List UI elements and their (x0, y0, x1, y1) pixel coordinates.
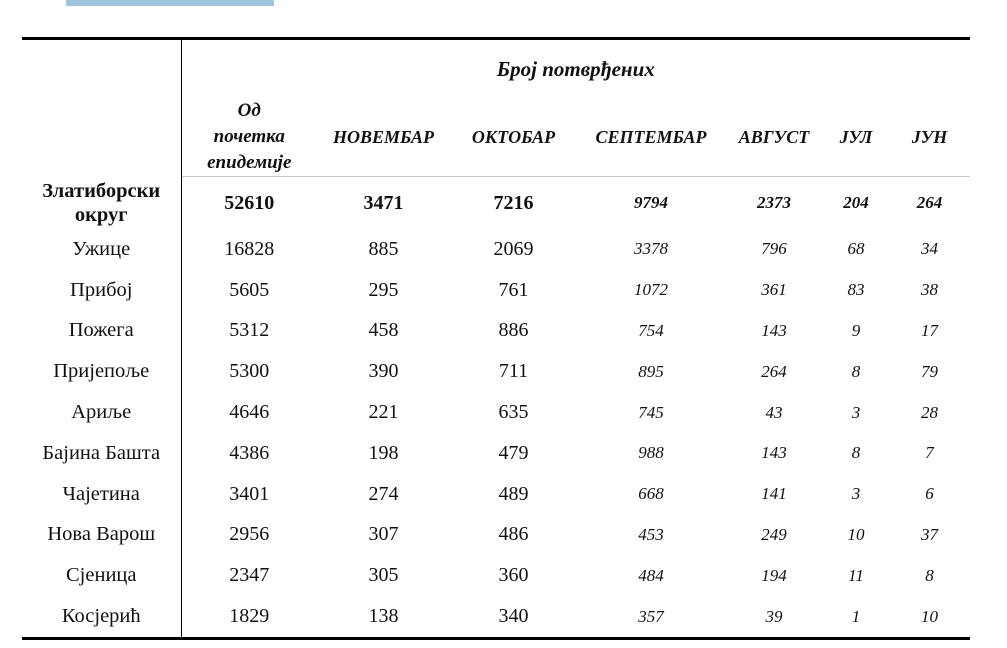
cell-august: 361 (761, 280, 787, 300)
row-name: Ариље (22, 392, 181, 433)
table-row (22, 311, 970, 352)
since-line-2: почетка (213, 126, 285, 147)
row-name: Сјеница (22, 555, 181, 596)
cell-since-start: 16828 (224, 237, 275, 260)
cell-november: 274 (368, 482, 399, 505)
row-name: Косјерић (22, 596, 181, 637)
cell-june: 7 (925, 443, 934, 463)
cell-since-start: 4386 (229, 441, 270, 464)
cell-october: 340 (498, 605, 529, 628)
table-row (22, 351, 970, 392)
group-header-title: Број потврђених (496, 56, 655, 81)
column-header-august: АВГУСТ (738, 126, 810, 147)
table-row (22, 474, 970, 515)
top-highlight-band (66, 0, 274, 6)
cell-november: 305 (368, 564, 399, 587)
cell-november: 458 (368, 319, 399, 342)
cell-october: 711 (498, 360, 529, 383)
cell-november: 390 (368, 360, 399, 383)
cell-august: 2373 (757, 193, 791, 212)
cell-june: 38 (921, 280, 939, 300)
cell-october: 360 (498, 564, 529, 587)
bottom-rule (22, 637, 970, 639)
row-name: Ужице (22, 229, 181, 270)
row-name: Прибој (22, 270, 181, 311)
cell-july: 8 (851, 361, 861, 381)
column-header-row (22, 98, 970, 177)
cell-july: 3 (851, 484, 861, 504)
cell-september: 357 (638, 606, 664, 626)
cell-august: 141 (761, 484, 787, 504)
cell-november: 295 (368, 278, 399, 301)
cell-august: 249 (761, 524, 787, 544)
cell-july: 9 (851, 320, 861, 340)
cell-july: 11 (848, 565, 864, 585)
cell-october: 635 (498, 401, 529, 424)
cell-november: 138 (368, 605, 399, 628)
cell-since-start: 5300 (229, 360, 270, 383)
cell-august: 39 (765, 606, 783, 626)
cell-october: 479 (498, 441, 529, 464)
cell-september: 745 (638, 402, 664, 422)
cell-june: 17 (921, 320, 939, 340)
column-header-july: ЈУЛ (839, 126, 873, 147)
cell-september: 3378 (634, 239, 668, 259)
cell-september: 1072 (634, 280, 668, 300)
cell-october: 486 (498, 523, 529, 546)
cell-august: 194 (761, 565, 787, 585)
cell-november: 221 (368, 401, 399, 424)
cell-july: 68 (847, 239, 865, 259)
table-row (22, 270, 970, 311)
cell-june: 8 (925, 565, 934, 585)
cell-october: 7216 (493, 191, 534, 214)
column-header-september: СЕПТЕМБАР (595, 126, 707, 147)
municipality-rows (22, 229, 970, 637)
cell-september: 453 (638, 524, 664, 544)
cell-october: 2069 (493, 237, 534, 260)
cell-since-start: 2956 (229, 523, 270, 546)
row-name: Пожега (22, 311, 181, 352)
row-name: Пријепоље (22, 351, 181, 392)
column-header-june: ЈУН (911, 126, 948, 147)
cell-october: 489 (498, 482, 529, 505)
cell-november: 885 (368, 237, 399, 260)
cell-july: 8 (851, 443, 861, 463)
confirmed-cases-table (22, 37, 970, 640)
cell-since-start: 5605 (229, 278, 270, 301)
row-name: Нова Варош (22, 515, 181, 556)
cell-november: 198 (368, 441, 399, 464)
table-row (22, 392, 970, 433)
cell-november: 3471 (363, 191, 404, 214)
column-header-november: НОВЕМБАР (333, 126, 434, 147)
cell-july: 83 (847, 280, 865, 300)
table-row (22, 515, 970, 556)
cell-june: 264 (916, 193, 943, 212)
row-name: Бајина Башта (22, 433, 181, 474)
cell-july: 10 (847, 524, 865, 544)
column-header-october: ОКТОБАР (471, 126, 556, 147)
cell-september: 895 (638, 361, 664, 381)
cell-june: 37 (921, 524, 939, 544)
cell-since-start: 2347 (229, 564, 270, 587)
table-row (22, 229, 970, 270)
district-total-row (22, 177, 970, 229)
cell-august: 264 (761, 361, 787, 381)
cell-july: 204 (843, 193, 869, 212)
corner-cell (22, 40, 181, 98)
cell-since-start: 52610 (224, 191, 275, 214)
cell-june: 28 (921, 402, 939, 422)
cell-august: 143 (761, 320, 787, 340)
table-row (22, 596, 970, 637)
cell-november: 307 (368, 523, 399, 546)
cell-july: 3 (851, 402, 861, 422)
total-name-line-2: округ (74, 204, 128, 226)
cell-september: 668 (638, 484, 664, 504)
cell-august: 796 (761, 239, 787, 259)
group-header-row (22, 40, 970, 98)
cell-since-start: 1829 (229, 605, 270, 628)
cell-june: 34 (921, 239, 939, 259)
cell-august: 143 (761, 443, 787, 463)
row-name: Чајетина (22, 474, 181, 515)
table-row (22, 433, 970, 474)
cell-september: 9794 (634, 193, 668, 212)
cell-since-start: 4646 (229, 401, 270, 424)
cell-october: 761 (498, 278, 529, 301)
cell-october: 886 (498, 319, 529, 342)
total-name-line-1: Златиборски (42, 180, 161, 202)
cell-september: 754 (638, 320, 664, 340)
since-line-3: епидемије (207, 152, 292, 173)
column-header-since-start (181, 98, 317, 177)
corner-cell (22, 98, 181, 177)
cell-july: 1 (851, 606, 861, 626)
cell-august: 43 (765, 402, 783, 422)
cell-september: 484 (638, 565, 664, 585)
cell-since-start: 5312 (229, 319, 270, 342)
table-row (22, 555, 970, 596)
row-name (22, 177, 181, 229)
cell-june: 79 (921, 361, 939, 381)
cell-june: 6 (925, 484, 934, 504)
cell-june: 10 (921, 606, 939, 626)
cell-september: 988 (638, 443, 664, 463)
since-line-1: Од (237, 100, 261, 121)
cell-since-start: 3401 (229, 482, 270, 505)
